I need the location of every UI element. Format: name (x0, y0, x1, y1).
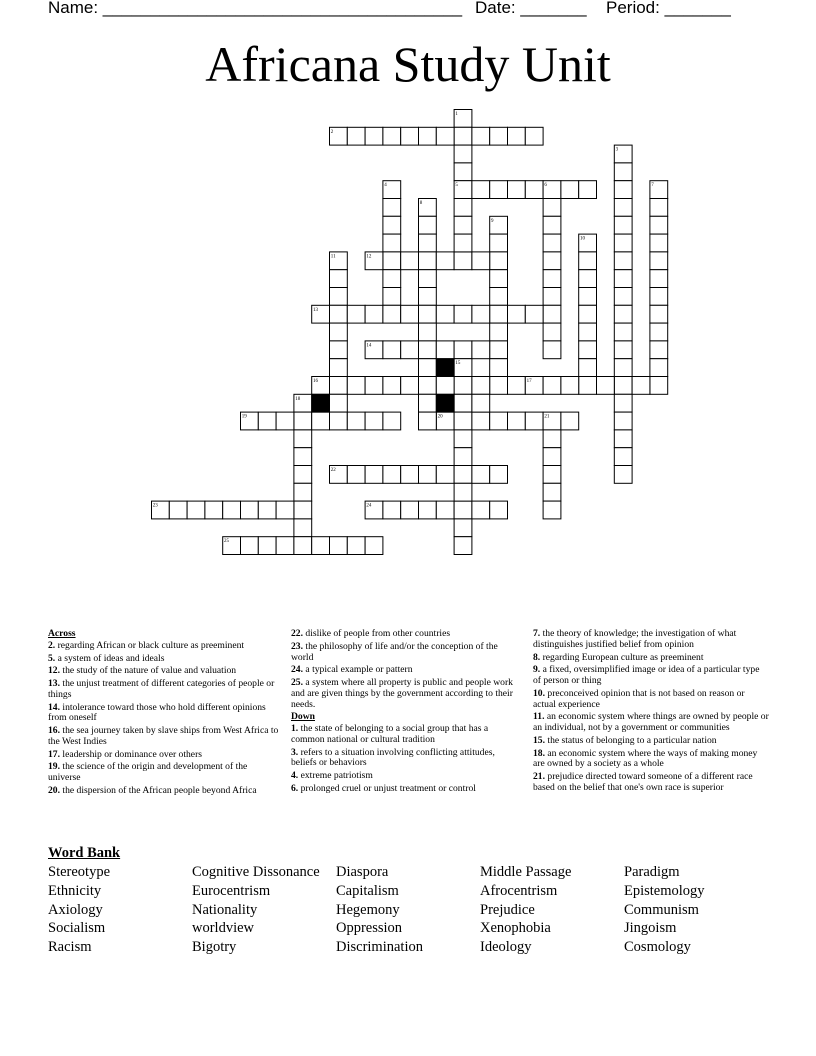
clue-down-21: 21. prejudice directed toward someone of a different race based on the belief that one's own race is superior (533, 771, 753, 793)
word-bank-item: Ideology (480, 939, 532, 956)
crossword-cell[interactable] (543, 430, 561, 448)
crossword-cell[interactable] (543, 305, 561, 323)
crossword-cell[interactable] (223, 501, 241, 519)
crossword-cell[interactable] (543, 288, 561, 306)
crossword-cell[interactable] (205, 501, 223, 519)
crossword-cell[interactable] (490, 341, 508, 359)
crossword-cell[interactable] (472, 305, 490, 323)
crossword-cell[interactable] (419, 377, 437, 395)
crossword-cell[interactable] (650, 216, 668, 234)
word-bank-item: Eurocentrism (192, 882, 271, 899)
word-bank-item: Cognitive Dissonance (192, 864, 320, 880)
crossword-cell[interactable] (454, 448, 472, 466)
crossword-cell[interactable] (454, 519, 472, 537)
word-bank-item: Discrimination (336, 939, 423, 956)
clue-across-24: 24. a typical example or pattern (291, 664, 413, 676)
crossword-cell[interactable] (472, 394, 490, 412)
crossword-cell[interactable] (490, 305, 508, 323)
crossword-cell[interactable] (365, 305, 383, 323)
crossword-cell[interactable] (419, 412, 437, 430)
crossword-cell[interactable] (490, 252, 508, 270)
crossword-cell[interactable] (650, 199, 668, 217)
crossword-cell[interactable] (543, 323, 561, 341)
crossword-cell[interactable] (454, 501, 472, 519)
crossword-clue-number: 7 (651, 183, 654, 189)
word-bank-item: Oppression (336, 920, 403, 937)
crossword-clue-number: 3 (615, 147, 619, 153)
crossword-cell[interactable] (508, 412, 526, 430)
crossword-cell[interactable] (436, 501, 454, 519)
crossword-cell[interactable] (241, 501, 259, 519)
crossword-cell[interactable] (614, 163, 632, 181)
crossword-cell[interactable] (525, 412, 543, 430)
clue-across-12: 12. the study of the nature of value and valuation (48, 665, 237, 677)
crossword-cell[interactable] (330, 288, 348, 306)
crossword-cell[interactable] (330, 377, 348, 395)
crossword-cell[interactable] (294, 466, 312, 484)
crossword-clue-number: 18 (295, 396, 301, 402)
crossword-cell[interactable] (579, 270, 597, 288)
crossword-cell[interactable] (454, 377, 472, 395)
crossword-cell[interactable] (454, 163, 472, 181)
crossword-cell[interactable] (365, 127, 383, 145)
crossword-cell[interactable] (436, 127, 454, 145)
clue-down-1: 1. the state of belonging to a social group that has a common national or cultural tradition (291, 723, 489, 745)
crossword-clue-number: 15 (455, 361, 461, 367)
word-bank-item: Racism (48, 939, 92, 956)
crossword-cell[interactable] (579, 181, 597, 199)
crossword-clue-number: 25 (224, 539, 229, 545)
crossword-cell[interactable] (383, 199, 401, 217)
crossword-cell[interactable] (561, 412, 579, 430)
crossword-cell[interactable] (330, 341, 348, 359)
crossword-cell[interactable] (383, 412, 401, 430)
crossword-cell[interactable] (383, 252, 401, 270)
crossword-clue-number: 11 (330, 254, 336, 260)
clues-column-3 (533, 629, 769, 796)
crossword-cell[interactable] (472, 377, 490, 395)
crossword-cell[interactable] (419, 127, 437, 145)
crossword-cell[interactable] (330, 412, 348, 430)
crossword-cell[interactable] (472, 252, 490, 270)
clue-down-11: 11. an economic system where things are owned by people or an individual, not by a government or communities (533, 711, 769, 733)
crossword-cell[interactable] (454, 216, 472, 234)
crossword-cell[interactable] (543, 448, 561, 466)
crossword-cell[interactable] (650, 234, 668, 252)
crossword-cell[interactable] (490, 377, 508, 395)
crossword-cell[interactable] (454, 466, 472, 484)
crossword-cell[interactable] (294, 412, 312, 430)
crossword-cell[interactable] (419, 323, 437, 341)
crossword-clue-number: 17 (526, 379, 532, 384)
clue-across-20: 20. the dispersion of the African people beyond Africa (48, 784, 257, 796)
name-field-label[interactable]: Name: ______________________________________ (48, 0, 463, 17)
crossword-cell[interactable] (454, 430, 472, 448)
word-bank-item: Stereotype (48, 864, 111, 880)
crossword-cell[interactable] (169, 501, 187, 519)
crossword-clue-number: 19 (241, 414, 247, 420)
crossword-cell[interactable] (187, 501, 205, 519)
crossword-clue-number: 23 (152, 503, 158, 509)
crossword-cell[interactable] (454, 483, 472, 501)
crossword-cell[interactable] (383, 501, 401, 519)
crossword-cell[interactable] (472, 127, 490, 145)
word-bank-item: Epistemology (624, 882, 705, 899)
crossword-blocked-cell (436, 394, 454, 412)
clue-across-13: 13. the unjust treatment of different categories of people or things (48, 678, 275, 700)
crossword-cell[interactable] (383, 127, 401, 145)
word-bank-item: Paradigm (624, 864, 680, 880)
crossword-cell[interactable] (401, 341, 419, 359)
crossword-clue-number: 20 (437, 414, 443, 420)
down-heading: Down (291, 711, 315, 723)
crossword-cell[interactable] (543, 466, 561, 484)
crossword-cell[interactable] (579, 323, 597, 341)
clue-down-7: 7. the theory of knowledge; the investigation of what distinguishes justified belief from opinion (533, 628, 737, 650)
crossword-cell[interactable] (650, 305, 668, 323)
period-field-label[interactable]: Period: _______ (606, 0, 731, 17)
crossword-cell[interactable] (419, 359, 437, 377)
crossword-cell[interactable] (508, 127, 526, 145)
clue-across-25: 25. a system where all property is public and people work and are given things by the government according to their needs. (291, 677, 513, 710)
clue-across-16: 16. the sea journey taken by slave ships from West Africa to the West Indies (48, 725, 279, 747)
crossword-cell[interactable] (419, 216, 437, 234)
word-bank-item: Diaspora (336, 864, 389, 880)
crossword-cell[interactable] (579, 377, 597, 395)
clues-column-2 (291, 629, 519, 797)
crossword-cell[interactable] (347, 305, 365, 323)
word-bank-item: Cosmology (624, 939, 691, 956)
crossword-cell[interactable] (454, 252, 472, 270)
crossword-cell[interactable] (490, 466, 508, 484)
clue-across-23: 23. the philosophy of life and/or the conception of the world (291, 640, 498, 663)
crossword-cell[interactable] (614, 412, 632, 430)
clue-down-10: 10. preconceived opinion that is not based on reason or actual experience (533, 687, 745, 710)
clue-down-18: 18. an economic system where the ways of making money are owned by a society as a whole (533, 747, 758, 770)
crossword-cell[interactable] (365, 412, 383, 430)
crossword-cell[interactable] (597, 377, 615, 395)
crossword-cell[interactable] (543, 234, 561, 252)
crossword-cell[interactable] (543, 252, 561, 270)
crossword-cell[interactable] (650, 270, 668, 288)
crossword-cell[interactable] (330, 537, 348, 555)
crossword-cell[interactable] (454, 234, 472, 252)
crossword-cell[interactable] (276, 501, 294, 519)
crossword-cell[interactable] (454, 341, 472, 359)
crossword-cell[interactable] (632, 377, 650, 395)
crossword-cell[interactable] (383, 341, 401, 359)
crossword-cell[interactable] (561, 181, 579, 199)
clue-down-9: 9. a fixed, oversimplified image or idea of a particular type of person or thing (533, 664, 760, 686)
crossword-clue-number: 16 (313, 379, 318, 384)
crossword-cell[interactable] (614, 252, 632, 270)
date-field-label[interactable]: Date: _______ (475, 0, 587, 17)
crossword-cell[interactable] (454, 199, 472, 217)
crossword-cell[interactable] (347, 412, 365, 430)
crossword-cell[interactable] (614, 377, 632, 395)
crossword-cell[interactable] (543, 483, 561, 501)
crossword-cell[interactable] (650, 252, 668, 270)
crossword-cell[interactable] (614, 359, 632, 377)
word-bank-item: worldview (192, 920, 255, 937)
crossword-cell[interactable] (650, 288, 668, 306)
word-bank-item: Capitalism (336, 882, 399, 899)
word-bank-item: Afrocentrism (480, 882, 558, 899)
word-bank-title: Word Bank (48, 845, 121, 861)
crossword-cell[interactable] (383, 288, 401, 306)
crossword-cell[interactable] (579, 359, 597, 377)
crossword-clue-number: 24 (366, 503, 372, 509)
crossword-cell[interactable] (472, 341, 490, 359)
crossword-cell[interactable] (614, 288, 632, 306)
crossword-cell[interactable] (472, 412, 490, 430)
clue-down-8: 8. regarding European culture as preeminent (533, 651, 704, 663)
clues-column-1 (48, 629, 280, 799)
word-bank-item: Hegemony (336, 901, 400, 918)
crossword-cell[interactable] (258, 537, 276, 555)
crossword-cell[interactable] (436, 305, 454, 323)
clue-down-15: 15. the status of belonging to a particular nation (533, 734, 717, 746)
clue-down-4: 4. extreme patriotism (291, 770, 373, 781)
crossword-cell[interactable] (490, 412, 508, 430)
crossword-cell[interactable] (419, 466, 437, 484)
crossword-cell[interactable] (419, 234, 437, 252)
crossword-cell[interactable] (579, 341, 597, 359)
crossword-cell[interactable] (614, 430, 632, 448)
crossword-cell[interactable] (650, 359, 668, 377)
crossword-cell[interactable] (454, 127, 472, 145)
crossword-clue-number: 22 (330, 468, 336, 473)
crossword-cell[interactable] (508, 305, 526, 323)
clue-down-3: 3. refers to a situation involving conflicting attitudes, beliefs or behaviors (291, 746, 495, 769)
crossword-cell[interactable] (419, 252, 437, 270)
crossword-cell[interactable] (614, 341, 632, 359)
crossword-clue-number: 10 (580, 236, 585, 242)
crossword-cell[interactable] (436, 252, 454, 270)
crossword-cell[interactable] (365, 466, 383, 484)
crossword-cell[interactable] (508, 181, 526, 199)
crossword-cell[interactable] (383, 270, 401, 288)
crossword-clue-number: 2 (330, 129, 334, 135)
crossword-cell[interactable] (454, 305, 472, 323)
crossword-cell[interactable] (543, 377, 561, 395)
crossword-cell[interactable] (419, 288, 437, 306)
word-bank-item: Prejudice (480, 901, 535, 918)
crossword-cell[interactable] (330, 359, 348, 377)
crossword-clue-number: 4 (384, 183, 387, 189)
crossword-cell[interactable] (614, 216, 632, 234)
crossword-cell[interactable] (490, 270, 508, 288)
crossword-cell[interactable] (454, 412, 472, 430)
page-title: Africana Study Unit (205, 36, 611, 92)
crossword-cell[interactable] (614, 323, 632, 341)
crossword-cell[interactable] (330, 394, 348, 412)
crossword-cell[interactable] (454, 394, 472, 412)
word-bank-item: Bigotry (192, 939, 237, 956)
clue-across-22: 22. dislike of people from other countries (291, 628, 451, 639)
crossword-cell[interactable] (419, 270, 437, 288)
word-bank-item: Axiology (48, 901, 103, 918)
crossword-cell[interactable] (294, 448, 312, 466)
crossword-cell[interactable] (294, 537, 312, 555)
crossword-cell[interactable] (401, 305, 419, 323)
crossword-cell[interactable] (543, 501, 561, 519)
crossword-cell[interactable] (419, 394, 437, 412)
crossword-clue-number: 8 (419, 201, 423, 206)
crossword-cell[interactable] (579, 252, 597, 270)
across-heading: Across (48, 628, 76, 639)
crossword-cell[interactable] (383, 234, 401, 252)
crossword-cell[interactable] (490, 288, 508, 306)
crossword-cell[interactable] (525, 181, 543, 199)
clue-across-19: 19. the science of the origin and development of the universe (48, 761, 248, 784)
crossword-cell[interactable] (330, 270, 348, 288)
crossword-blocked-cell (436, 359, 454, 377)
crossword-cell[interactable] (258, 412, 276, 430)
word-bank-item: Socialism (48, 920, 106, 937)
crossword-cell[interactable] (614, 234, 632, 252)
crossword-cell[interactable] (472, 181, 490, 199)
crossword-cell[interactable] (330, 305, 348, 323)
word-bank-item: Middle Passage (480, 864, 572, 880)
crossword-cell[interactable] (347, 466, 365, 484)
crossword-cell[interactable] (419, 305, 437, 323)
crossword-cell[interactable] (472, 466, 490, 484)
crossword-cell[interactable] (543, 199, 561, 217)
crossword-cell[interactable] (525, 127, 543, 145)
crossword-cell[interactable] (490, 127, 508, 145)
crossword-cell[interactable] (543, 216, 561, 234)
word-bank-item: Ethnicity (48, 882, 102, 899)
crossword-cell[interactable] (490, 181, 508, 199)
crossword-cell[interactable] (490, 323, 508, 341)
crossword-cell[interactable] (365, 537, 383, 555)
crossword-cell[interactable] (579, 288, 597, 306)
word-bank-item: Xenophobia (480, 920, 551, 937)
crossword-cell[interactable] (508, 377, 526, 395)
crossword-cell[interactable] (454, 145, 472, 163)
crossword-cell[interactable] (401, 252, 419, 270)
word-bank (48, 863, 768, 957)
crossword-cell[interactable] (490, 234, 508, 252)
clue-across-17: 17. leadership or dominance over others (48, 748, 202, 760)
crossword-cell[interactable] (454, 537, 472, 555)
crossword-cell[interactable] (614, 270, 632, 288)
crossword-cell[interactable] (383, 466, 401, 484)
clue-across-14: 14. intolerance toward those who hold different opinions from oneself (48, 701, 266, 724)
crossword-cell[interactable] (347, 127, 365, 145)
crossword-cell[interactable] (294, 519, 312, 537)
crossword-cell[interactable] (650, 323, 668, 341)
crossword-cell[interactable] (241, 537, 259, 555)
crossword-cell[interactable] (436, 466, 454, 484)
crossword-cell[interactable] (401, 466, 419, 484)
crossword-cell[interactable] (276, 537, 294, 555)
crossword-clue-number: 6 (544, 183, 547, 189)
word-bank-item: Nationality (192, 901, 258, 918)
crossword-cell[interactable] (472, 501, 490, 519)
crossword-cell[interactable] (401, 377, 419, 395)
crossword-cell[interactable] (330, 323, 348, 341)
clue-down-6: 6. prolonged cruel or unjust treatment or control (291, 782, 476, 794)
crossword-cell[interactable] (614, 394, 632, 412)
crossword-cell[interactable] (312, 412, 330, 430)
crossword-cell[interactable] (347, 377, 365, 395)
crossword-cell[interactable] (383, 377, 401, 395)
crossword-cell[interactable] (312, 537, 330, 555)
crossword-cell[interactable] (276, 412, 294, 430)
crossword-cell[interactable] (561, 377, 579, 395)
crossword-cell[interactable] (543, 270, 561, 288)
crossword-cell[interactable] (294, 483, 312, 501)
clue-across-2: 2. regarding African or black culture as preeminent (48, 639, 245, 651)
crossword-cell[interactable] (614, 305, 632, 323)
crossword-cell[interactable] (490, 359, 508, 377)
crossword-blocked-cell (312, 394, 330, 412)
crossword-cell[interactable] (401, 127, 419, 145)
crossword-cell[interactable] (347, 537, 365, 555)
crossword-cell[interactable] (401, 501, 419, 519)
word-bank-item: Jingoism (624, 920, 677, 937)
crossword-cell[interactable] (579, 305, 597, 323)
crossword-clue-number: 1 (455, 112, 458, 117)
crossword-cell[interactable] (419, 341, 437, 359)
crossword-clue-number: 9 (491, 218, 494, 224)
crossword-clue-number: 5 (455, 183, 458, 189)
crossword-cell[interactable] (294, 501, 312, 519)
crossword-cell[interactable] (383, 305, 401, 323)
crossword-cell[interactable] (383, 216, 401, 234)
crossword-cell[interactable] (614, 181, 632, 199)
crossword-cell[interactable] (543, 341, 561, 359)
crossword-cell[interactable] (258, 501, 276, 519)
crossword-cell[interactable] (614, 448, 632, 466)
crossword-cell[interactable] (436, 377, 454, 395)
word-bank-item: Communism (624, 901, 699, 918)
crossword-cell[interactable] (436, 341, 454, 359)
crossword-cell[interactable] (525, 305, 543, 323)
crossword-clue-number: 14 (366, 343, 372, 349)
crossword-clue-number: 12 (366, 254, 372, 260)
crossword-cell[interactable] (419, 501, 437, 519)
crossword-cell[interactable] (294, 430, 312, 448)
crossword-cell[interactable] (614, 466, 632, 484)
crossword-cell[interactable] (650, 377, 668, 395)
crossword-cell[interactable] (490, 501, 508, 519)
crossword-cell[interactable] (614, 199, 632, 217)
crossword-cell[interactable] (650, 341, 668, 359)
crossword-clue-number: 13 (313, 307, 318, 313)
clue-across-5: 5. a system of ideas and ideals (48, 652, 165, 664)
crossword-cell[interactable] (365, 377, 383, 395)
crossword-clue-number: 21 (544, 414, 550, 420)
